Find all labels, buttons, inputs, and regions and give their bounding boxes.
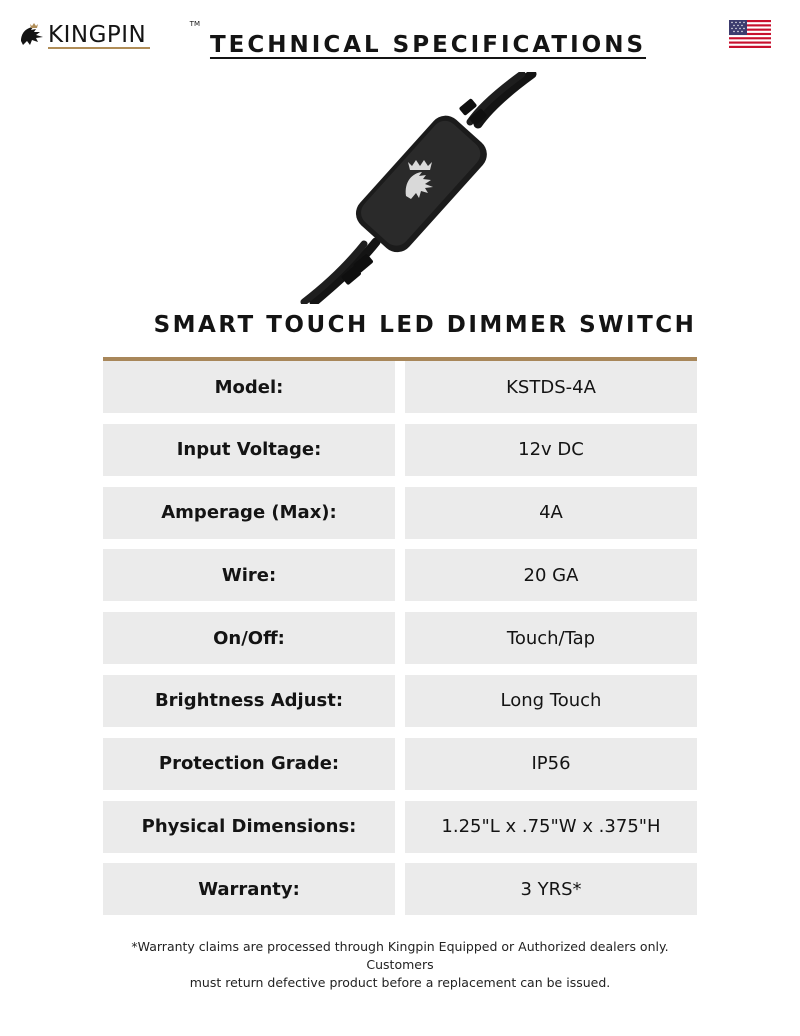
spec-table [103,361,697,926]
spec-row-protection [103,738,697,790]
spec-value: IP56 [405,738,697,790]
spec-row-on-off [103,612,697,664]
spec-label: Physical Dimensions: [103,801,395,853]
spec-value: 12v DC [405,424,697,476]
spec-value: 20 GA [405,549,697,601]
trademark-mark: TM [189,20,200,28]
spec-value: KSTDS-4A [405,361,697,413]
spec-label: Input Voltage: [103,424,395,476]
dimmer-switch-image [300,72,540,304]
spec-row-warranty [103,863,697,915]
spec-row-wire [103,549,697,601]
spec-row-brightness [103,675,697,727]
spec-value: 3 YRS* [405,863,697,915]
spec-row-dimensions [103,801,697,853]
page-title-text: TECHNICAL SPECIFICATIONS [209,32,647,58]
product-title: SMART TOUCH LED DIMMER SWITCH [153,312,697,338]
spec-value: Touch/Tap [405,612,697,664]
spec-label: Brightness Adjust: [103,675,395,727]
spec-value: 4A [405,487,697,539]
footnote-line: must return defective product before a replacement can be issued. [189,975,611,990]
spec-value: Long Touch [405,675,697,727]
warranty-footnote [120,938,680,992]
spec-label: Amperage (Max): [103,487,395,539]
spec-label: Protection Grade: [103,738,395,790]
brand-name: KINGPIN [48,23,150,49]
spec-label: Warranty: [103,863,395,915]
spec-value: 1.25"L x .75"W x .375"H [405,801,697,853]
footnote-line: *Warranty claims are processed through Kingpin Equipped or Authorized dealers only. Customers [131,939,669,972]
spec-label: Model: [103,361,395,413]
page-title [0,32,800,58]
spec-label: Wire: [103,549,395,601]
spec-row-model [103,361,697,413]
spec-row-input-voltage [103,424,697,476]
spec-row-amperage [103,487,697,539]
spec-label: On/Off: [103,612,395,664]
